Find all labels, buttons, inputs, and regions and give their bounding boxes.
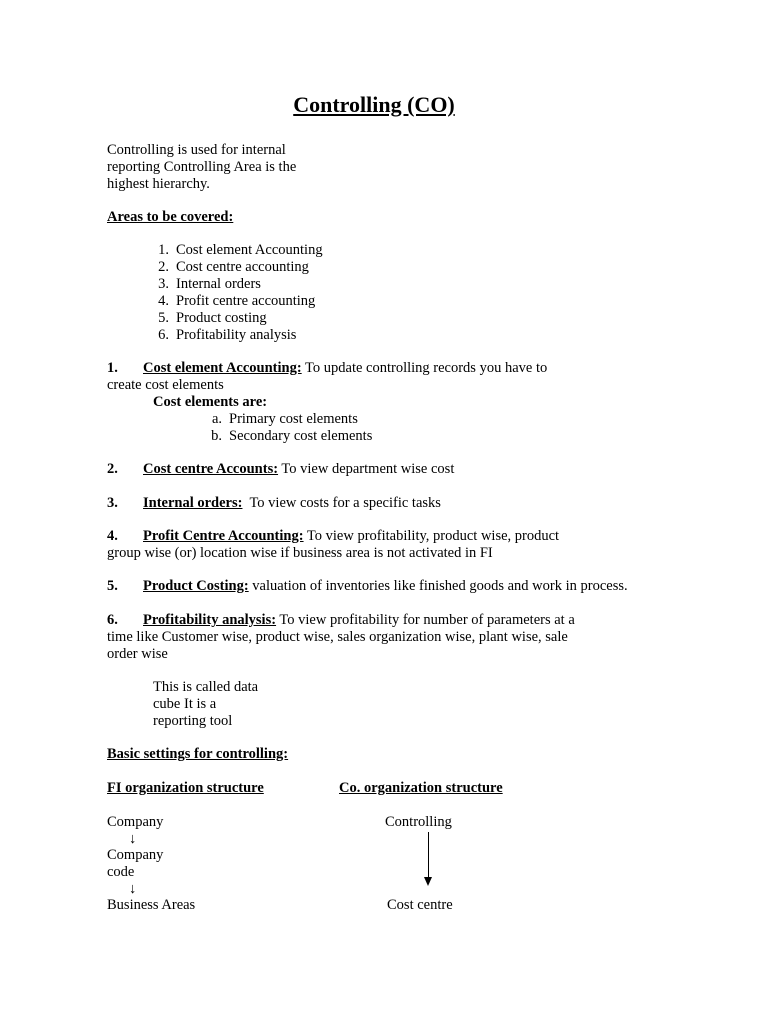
down-arrow-icon: ↓: [129, 831, 137, 847]
section-cost-element: 1. Cost element Accounting: To update controlling records you have to: [107, 360, 548, 376]
note-line: reporting tool: [153, 713, 233, 729]
intro-line-2: reporting Controlling Area is the: [107, 159, 297, 175]
list-item: 4. Profit centre accounting: [158, 293, 316, 309]
section-text: group wise (or) location wise if business area is not activated in FI: [107, 545, 493, 561]
section-internal-orders: 3. Internal orders: To view costs for a specific tasks: [107, 495, 441, 511]
section-product-costing: 5. Product Costing: valuation of inventories like finished goods and work in process.: [107, 578, 628, 594]
basic-settings-heading: Basic settings for controlling:: [107, 746, 289, 762]
down-arrow-icon: [428, 832, 429, 878]
fi-node-company-code-2: code: [107, 864, 135, 880]
co-node-cost-centre: Cost centre: [387, 897, 453, 913]
co-node-controlling: Controlling: [385, 814, 452, 830]
page-title: Controlling (CO): [293, 92, 455, 117]
list-item: 6. Profitability analysis: [158, 327, 297, 343]
section-heading: 5. Product Costing:: [107, 578, 249, 594]
list-item: 5. Product costing: [158, 310, 267, 326]
sub-item: a. Primary cost elements: [211, 411, 358, 427]
section-profitability: 6. Profitability analysis: To view profitability for number of parameters at a: [107, 612, 575, 628]
section-heading: 3. Internal orders:: [107, 495, 243, 511]
list-item: 3. Internal orders: [158, 276, 261, 292]
intro-line-1: Controlling is used for internal: [107, 142, 286, 158]
fi-structure-heading: FI organization structure: [107, 780, 264, 796]
section-text: order wise: [107, 646, 168, 662]
section-cost-centre: 2. Cost centre Accounts: To view department wise cost: [107, 461, 455, 477]
sub-item: b. Secondary cost elements: [211, 428, 373, 444]
note-line: cube It is a: [153, 696, 217, 712]
areas-heading: Areas to be covered:: [107, 209, 234, 225]
fi-node-business-areas: Business Areas: [107, 897, 196, 913]
fi-node-company: Company: [107, 814, 164, 830]
sub-heading: Cost elements are:: [153, 394, 268, 410]
list-item: 1. Cost element Accounting: [158, 242, 323, 258]
list-item: 2. Cost centre accounting: [158, 259, 309, 275]
co-structure-heading: Co. organization structure: [339, 780, 503, 796]
fi-node-company-code: Company: [107, 847, 164, 863]
section-heading: 6. Profitability analysis:: [107, 612, 277, 628]
section-heading: 2. Cost centre Accounts:: [107, 461, 279, 477]
section-text: create cost elements: [107, 377, 224, 393]
section-text: time like Customer wise, product wise, sales organization wise, plant wise, sale: [107, 629, 568, 645]
section-heading: 1. Cost element Accounting:: [107, 360, 302, 376]
intro-line-3: highest hierarchy.: [107, 176, 210, 192]
arrow-head-icon: [424, 877, 432, 886]
note-line: This is called data: [153, 679, 259, 695]
section-heading: 4. Profit Centre Accounting:: [107, 528, 304, 544]
down-arrow-icon: ↓: [129, 881, 137, 897]
section-profit-centre: 4. Profit Centre Accounting: To view profitability, product wise, product: [107, 528, 560, 544]
